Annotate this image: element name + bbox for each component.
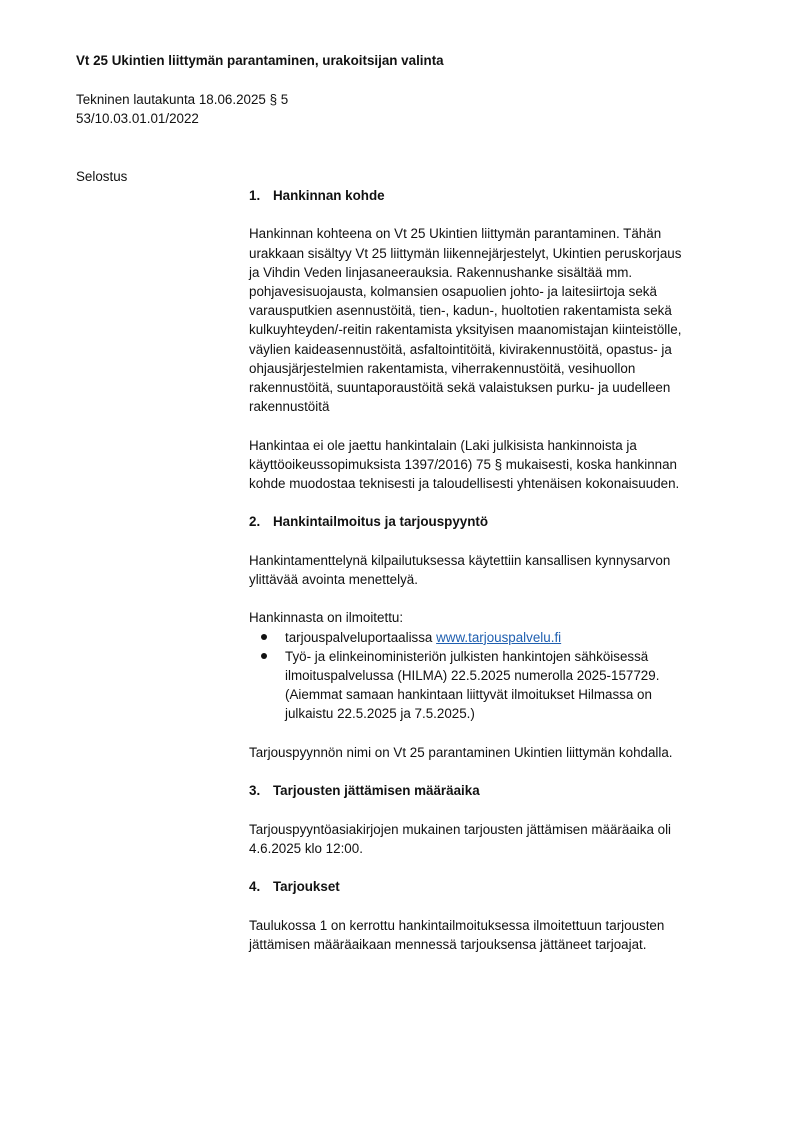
text-line: julkaistu 22.5.2025 ja 7.5.2025.) [285,706,475,722]
text-line: käyttöoikeussopimuksista 1397/2016) 75 § mukaisesti, koska hankinnan [249,456,678,472]
list-item-text: tarjouspalveluportaalissa [285,629,437,645]
section-label: Selostus [76,169,128,184]
tarjouspalvelu-link[interactable]: www.tarjouspalvelu.fi [436,629,562,645]
notice-list [249,628,749,724]
paragraph [249,820,749,858]
text-line: ylittävää avointa menettelyä. [249,572,418,587]
section-heading-2 [249,512,749,531]
text-line: Taulukossa 1 on kerrottu hankintailmoituksessa ilmoitettuun tarjousten [249,917,665,933]
text-line: ja Vihdin Veden linjasaneerauksia. Rakennushanke sisältää mm. [249,264,633,280]
document-body [249,186,749,954]
text-line: (Aiemmat samaan hankintaan liittyvät ilmoitukset Hilmassa on [285,687,652,703]
text-line: 4.6.2025 klo 12:00. [249,840,363,856]
text-line: rakennustöitä, suuntaporaustöitä sekä valaistuksen purku- ja uudelleen [249,380,671,396]
meeting-meta [76,90,288,128]
text-line: Hankinnan kohteena on Vt 25 Ukintien liittymän parantaminen. Tähän [249,226,662,242]
text-line: Hankintamenttelynä kilpailutuksessa käytettiin kansallisen kynnysarvon [249,552,671,568]
paragraph [249,436,749,494]
section-heading-3 [249,781,749,800]
section-number: 3. [249,783,261,799]
section-heading-text: Tarjoukset [273,879,340,895]
section-heading-text: Hankintailmoitus ja tarjouspyyntö [273,514,489,530]
section-heading-text: Hankinnan kohde [273,188,385,203]
text-line: jättämisen määräaikaan mennessä tarjouksensa jättäneet tarjoajat. [249,936,647,952]
paragraph [249,916,749,954]
text-line: väylien kaideasennustöitä, asfaltointitöitä, kivirakennustöitä, opastus- ja [249,341,672,357]
text-line: Työ- ja elinkeinoministeriön julkisten hankintojen sähköisessä [285,648,649,664]
text-line: varausputkien asennustöitä, tien-, kadun-, huoltotien rakentamista sekä [249,303,672,319]
paragraph [249,224,749,416]
text-line: rakennustöitä [249,399,330,415]
section-number: 1. [249,188,261,203]
text-line: ilmoituspalvelussa (HILMA) 22.5.2025 numerolla 2025-157729. [285,668,660,683]
text-line: urakkaan sisältyy Vt 25 liittymän liikennejärjestelyt, Ukintien peruskorjaus [249,245,682,261]
section-heading-1 [249,186,749,205]
section-heading-4 [249,877,749,896]
text-line: ohjausjärjestelmien rakentamista, viherrakennustöitä, vesihuollon [249,360,636,376]
text-line: kohde muodostaa teknisesti ja taloudellisesti yhtenäisen kokonaisuuden. [249,476,680,492]
list-item [285,628,749,647]
text-line: Hankintaa ei ole jaettu hankintalain (Laki julkisista hankinnoista ja [249,437,637,453]
list-item [285,647,749,724]
document-title: Vt 25 Ukintien liittymän parantaminen, urakoitsijan valinta [76,53,444,68]
text-line: Tarjouspyyntöasiakirjojen mukainen tarjousten jättämisen määräaika oli [249,821,672,837]
meeting-reference: Tekninen lautakunta 18.06.2025 § 5 [76,92,289,107]
list-intro: Hankinnasta on ilmoitettu: [249,610,404,626]
record-number: 53/10.03.01.01/2022 [76,111,199,127]
paragraph: Tarjouspyynnön nimi on Vt 25 parantaminen Ukintien liittymän kohdalla. [249,744,673,760]
paragraph [249,551,749,589]
section-number: 2. [249,514,261,530]
text-line: pohjavesisuojausta, kolmansien osapuolien johto- ja laitesiirtoja sekä [249,284,657,299]
section-heading-text: Tarjousten jättämisen määräaika [273,783,480,799]
section-number: 4. [249,879,261,895]
text-line: kulkuyhteyden/-reitin rakentamista yksityisen maanomistajan kiinteistölle, [249,322,682,338]
